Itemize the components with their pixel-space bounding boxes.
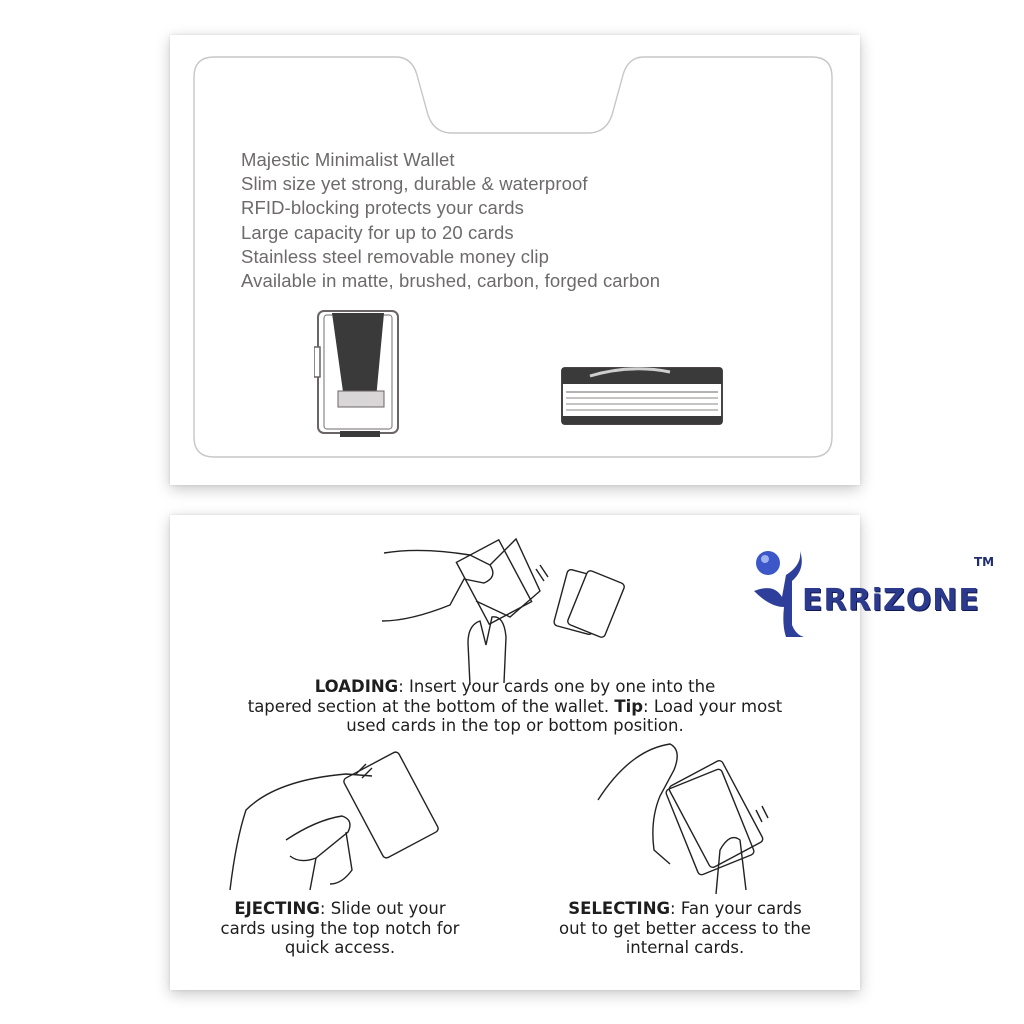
feature-item: Stainless steel removable money clip [241, 245, 549, 267]
selecting-line3: internal cards. [625, 938, 745, 957]
loading-line1: : Insert your cards one by one into the [398, 677, 716, 696]
logo-figure-icon [746, 545, 806, 645]
loading-hand-illustration [380, 525, 660, 685]
feature-item: Large capacity for up to 20 cards [241, 221, 514, 243]
ejecting-line1: : Slide out your [319, 899, 446, 918]
trademark-mark: TM [974, 555, 995, 569]
loading-instruction [190, 677, 840, 736]
ejecting-hand-illustration [226, 740, 456, 900]
loading-line2a: tapered section at the bottom of the wallet. [247, 696, 615, 716]
feature-item: Slim size yet strong, durable & waterproof [241, 173, 588, 195]
wallet-front-icon [314, 307, 404, 442]
wallet-side-icon [560, 360, 730, 430]
selecting-line1: : Fan your cards [670, 899, 802, 918]
feature-item: Majestic Minimalist Wallet [241, 149, 455, 170]
feature-item: RFID-blocking protects your cards [241, 197, 524, 219]
ejecting-instruction [190, 899, 490, 958]
loading-title: LOADING [314, 677, 399, 696]
tip-label: Tip [614, 696, 644, 716]
feature-list [241, 148, 660, 293]
logo-text: ERRiZONE [802, 583, 980, 618]
selecting-hand-illustration [590, 740, 800, 900]
ejecting-line3: quick access. [284, 938, 396, 957]
feature-item: Available in matte, brushed, carbon, forged carbon [241, 270, 661, 292]
wallet-features-card [170, 35, 860, 485]
ejecting-line2: cards using the top notch for [220, 918, 460, 938]
selecting-title: SELECTING [568, 899, 671, 918]
loading-line3: used cards in the top or bottom position. [346, 716, 684, 735]
loading-line2b: : Load your most [643, 696, 783, 716]
selecting-line2: out to get better access to the [559, 918, 811, 938]
brand-logo [746, 545, 1006, 645]
selecting-instruction [530, 899, 840, 958]
ejecting-title: EJECTING [234, 899, 320, 918]
